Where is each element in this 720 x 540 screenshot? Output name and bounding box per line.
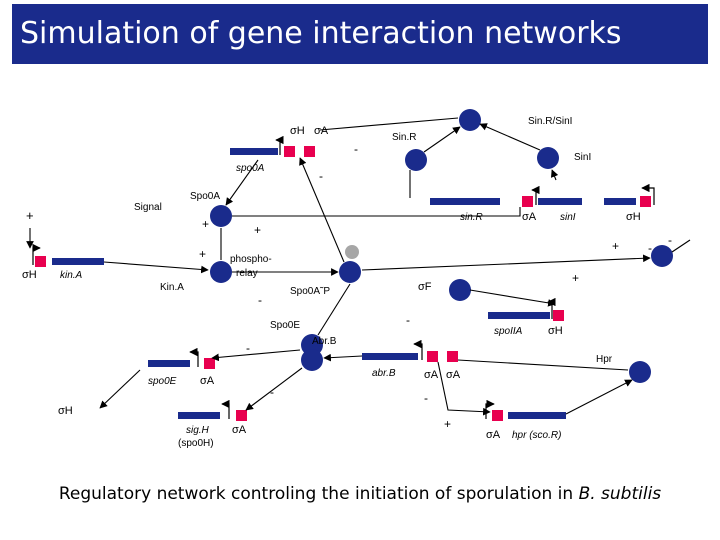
label-sigH-gene-2: (spo0H): [178, 438, 214, 449]
node-spo0AP: [339, 261, 361, 283]
edge-spo0E-to-spo0E-gene: [212, 350, 300, 358]
label-minus: -: [668, 233, 672, 247]
label-sigA: σA: [486, 429, 501, 441]
promoter-site: [284, 146, 295, 157]
label-sinI-protein: SinI: [574, 152, 592, 163]
node-sinI: [537, 147, 559, 169]
promoter-arrow: [190, 352, 198, 367]
gene-bar: [604, 198, 636, 205]
label-sigH: σH: [58, 405, 73, 417]
node-complex-grey: [345, 245, 359, 259]
label-plus: +: [199, 247, 207, 261]
gene-sinR-sinI: [430, 188, 654, 207]
promoter-site: [522, 196, 533, 207]
promoter-site: [553, 310, 564, 321]
label-sigH: σH: [548, 325, 563, 337]
label-abrB-gene: abr.B: [372, 368, 396, 379]
promoter-site: [35, 256, 46, 267]
edge-kinA-gene-to-protein: [104, 262, 208, 270]
gene-bar: [148, 360, 190, 367]
label-kinA-protein: Kin.A: [160, 282, 184, 293]
node-spo0A: [210, 205, 232, 227]
edge-spo0AP-to-sigH: [362, 258, 650, 270]
edge-abrB-to-sigH-gene: [246, 368, 302, 410]
edge-sinI-gene-to-sinI: [552, 170, 556, 180]
label-spoIIA-gene: spoIIA: [494, 326, 523, 337]
page-title: Simulation of gene interaction networks: [20, 16, 622, 51]
gene-bar: [52, 258, 104, 265]
gene-bar: [508, 412, 566, 419]
promoter-site: [204, 358, 215, 369]
gene-bar: [538, 198, 582, 205]
label-signal: Signal: [134, 202, 162, 213]
edge-sigH-to-kinA: [100, 370, 140, 408]
label-hpr-protein: Hpr: [596, 354, 613, 365]
label-sigH: σH: [626, 211, 641, 223]
label-minus: -: [648, 241, 652, 255]
edge-sigH-right-repress: [672, 240, 690, 252]
promoter-site: [447, 351, 458, 362]
label-plus: +: [202, 217, 210, 231]
label-minus: -: [424, 391, 428, 405]
label-spo0E-protein: Spo0E: [270, 320, 301, 331]
label-sigA: σA: [522, 211, 537, 223]
label-sigA: σA: [424, 369, 439, 381]
label-sigH: σH: [290, 125, 305, 137]
promoter-site: [236, 410, 247, 421]
gene-abrB: [362, 344, 458, 362]
gene-kinA: [33, 248, 104, 267]
node-abrB: [301, 349, 323, 371]
edge-sigF-to-spoIIA: [470, 290, 555, 304]
gene-bar: [362, 353, 418, 360]
label-sinR-gene: sin.R: [460, 212, 483, 223]
gene-hpr: [486, 404, 566, 421]
gene-spoIIA: [488, 302, 564, 321]
label-hpr-gene: hpr (sco.R): [512, 430, 562, 441]
promoter-site: [427, 351, 438, 362]
label-minus: -: [319, 169, 323, 183]
gene-bar: [178, 412, 220, 419]
promoter-site: [640, 196, 651, 207]
label-spo0A-gene: spo0A: [236, 163, 265, 174]
edge-sinR-to-complex: [424, 127, 460, 152]
caption-species: B. subtilis: [578, 484, 662, 504]
edge-hpr-gene-to-protein: [566, 380, 632, 414]
edge-sinI-to-complex: [480, 124, 540, 150]
gene-sigH: [178, 404, 247, 421]
label-plus: +: [26, 208, 34, 223]
label-phosphorelay-2: relay: [236, 268, 258, 279]
label-sin-complex: Sin.R/SinI: [528, 116, 573, 127]
label-minus: -: [270, 385, 274, 399]
gene-spo0E: [148, 352, 215, 369]
label-sigA: σA: [446, 369, 461, 381]
label-plus: +: [612, 239, 620, 253]
caption-text: Regulatory network controling the initiation of sporulation in: [58, 484, 579, 504]
edge-complex-to-spo0A: [320, 118, 458, 130]
label-phosphorelay-1: phospho-: [230, 254, 272, 265]
gene-bar: [430, 198, 500, 205]
label-plus: +: [572, 271, 580, 285]
node-hpr: [629, 361, 651, 383]
node-sigF: [449, 279, 471, 301]
label-sigA: σA: [200, 375, 215, 387]
node-kinA: [210, 261, 232, 283]
promoter-site: [492, 410, 503, 421]
node-sigH-right: [651, 245, 673, 267]
edge-abrB-gene-to-protein: [324, 356, 362, 358]
label-spo0E-gene: spo0E: [148, 376, 177, 387]
promoter-site: [304, 146, 315, 157]
label-sigA: σA: [314, 125, 329, 137]
label-sinI-gene: sinI: [560, 212, 576, 223]
gene-bar: [488, 312, 550, 319]
node-sinR: [405, 149, 427, 171]
label-kinA-gene: kin.A: [60, 270, 83, 281]
label-plus: +: [444, 417, 452, 431]
label-plus: +: [254, 223, 262, 237]
label-minus: -: [246, 341, 250, 355]
node-sinR-sinI-complex: [459, 109, 481, 131]
figure-caption: [20, 484, 700, 504]
label-minus: -: [406, 313, 410, 327]
label-spo0AP: Spo0A˜P: [290, 286, 331, 297]
label-sigH-left: σH: [22, 269, 37, 281]
label-spo0A-protein: Spo0A: [190, 191, 221, 202]
label-sigF: σF: [418, 281, 432, 293]
promoter-arrow: [222, 404, 229, 419]
label-sigA: σA: [232, 424, 247, 436]
label-abrB-protein: Abr.B: [312, 336, 337, 347]
label-minus: -: [258, 293, 262, 307]
gene-bar: [230, 148, 278, 155]
label-sigH-gene-1: sig.H: [186, 425, 209, 436]
label-minus: -: [354, 142, 358, 156]
label-sinR-protein: Sin.R: [392, 132, 417, 143]
gene-spo0A: [230, 140, 315, 157]
